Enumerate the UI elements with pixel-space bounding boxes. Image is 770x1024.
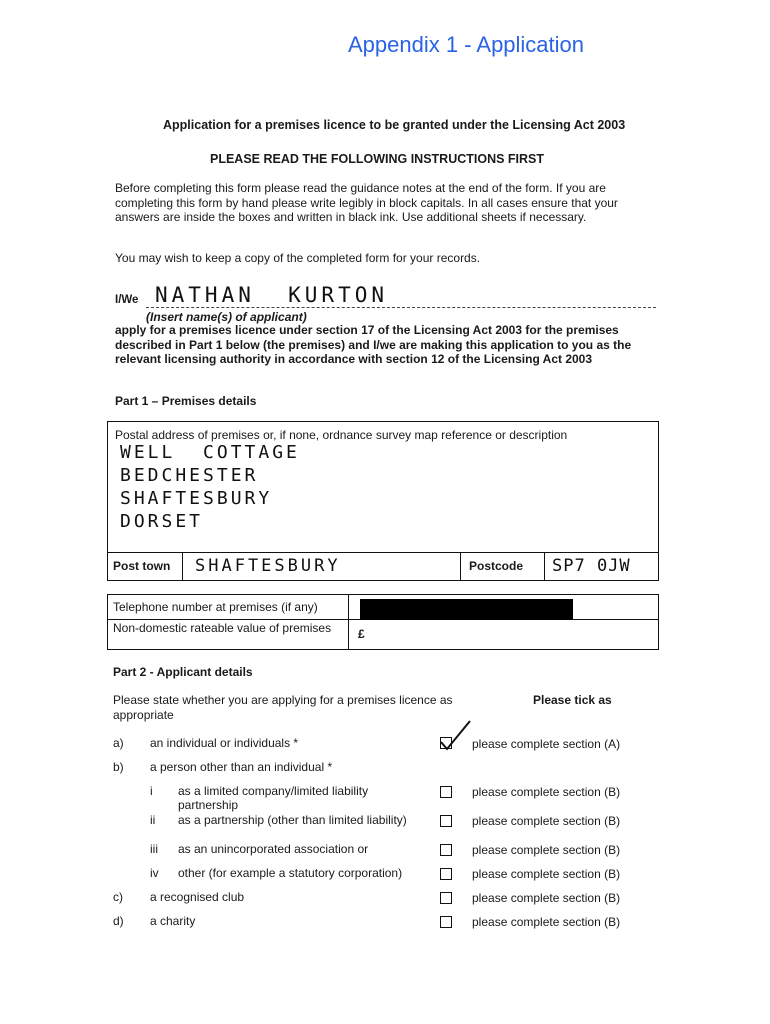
option-a-key: a) <box>113 736 124 750</box>
postcode-label: Postcode <box>469 559 524 573</box>
postcode-divider-2 <box>544 552 545 581</box>
option-d-label: a charity <box>150 914 196 928</box>
option-d-action: please complete section (B) <box>472 915 621 929</box>
option-bi-checkbox[interactable] <box>440 786 452 798</box>
address-label: Postal address of premises or, if none, ordnance survey map reference or description <box>115 428 568 442</box>
instructions-heading: PLEASE READ THE FOLLOWING INSTRUCTIONS FIRST <box>210 152 545 166</box>
option-biv-checkbox[interactable] <box>440 868 452 880</box>
option-b-key: b) <box>113 760 124 774</box>
option-bi-action: please complete section (B) <box>472 785 621 799</box>
part2-question-text: Please state whether you are applying for a premises licence as appropriate <box>113 693 453 722</box>
address-line-2: BEDCHESTER <box>120 465 259 486</box>
option-biii-checkbox[interactable] <box>440 844 452 856</box>
iwe-label: I/We <box>115 294 139 306</box>
address-line-1: WELL COTTAGE <box>120 442 300 463</box>
part2-title: Part 2 - Applicant details <box>113 665 253 679</box>
rateable-currency[interactable]: £ <box>358 627 365 641</box>
option-biv-action: please complete section (B) <box>472 867 621 881</box>
post-town-value[interactable]: SHAFTESBURY <box>195 556 341 576</box>
name-line <box>146 307 656 308</box>
option-bii-checkbox[interactable] <box>440 815 452 827</box>
post-town-label: Post town <box>113 559 171 573</box>
redacted-telephone <box>360 599 573 620</box>
tick-header: Please tick as <box>533 693 612 707</box>
option-biii-key: iii <box>150 842 158 856</box>
option-bii-action: please complete section (B) <box>472 814 621 828</box>
address-line-4: DORSET <box>120 511 204 532</box>
option-biii-action: please complete section (B) <box>472 843 621 857</box>
option-biii-label: as an unincorporated association or <box>178 842 369 856</box>
option-biv-label: other (for example a statutory corporation) <box>178 866 403 880</box>
rateable-label: Non-domestic rateable value of premises <box>113 621 332 635</box>
tick-mark-icon <box>437 718 473 752</box>
postcode-value[interactable]: SP7 0JW <box>552 556 631 576</box>
option-b-label: a person other than an individual * <box>150 760 333 774</box>
post-town-divider <box>182 552 183 581</box>
option-c-key: c) <box>113 890 123 904</box>
option-bi-label: as a limited company/limited liability partnership <box>178 784 369 812</box>
option-biv-key: iv <box>150 866 159 880</box>
contact-col-divider <box>348 594 349 650</box>
option-c-checkbox[interactable] <box>440 892 452 904</box>
main-heading: Application for a premises licence to be granted under the Licensing Act 2003 <box>163 118 626 132</box>
appendix-title: Appendix 1 - Application <box>347 32 585 57</box>
records-note: You may wish to keep a copy of the completed form for your records. <box>115 251 481 265</box>
address-lines <box>120 441 300 533</box>
instructions-text: Before completing this form please read the guidance notes at the end of the form. If you are completing this form by hand please write legibly in block capitals. In all cases ensure that your answers are inside the boxes and written in black ink. Use additional sheets if necessary. <box>115 181 618 224</box>
option-a-label: an individual or individuals * <box>150 736 299 750</box>
address-line-3: SHAFTESBURY <box>120 488 273 509</box>
option-d-key: d) <box>113 914 124 928</box>
applicant-name[interactable]: NATHAN KURTON <box>155 283 389 307</box>
address-row-divider <box>107 552 659 553</box>
insert-name-label: (Insert name(s) of applicant) <box>146 310 307 324</box>
telephone-label: Telephone number at premises (if any) <box>113 600 318 614</box>
option-bii-label: as a partnership (other than limited liability) <box>178 813 407 827</box>
option-c-action: please complete section (B) <box>472 891 621 905</box>
option-a-action: please complete section (A) <box>472 737 621 751</box>
postcode-divider-1 <box>460 552 461 581</box>
part1-title: Part 1 – Premises details <box>115 394 257 408</box>
option-bii-key: ii <box>150 813 156 827</box>
apply-statement: apply for a premises licence under section 17 of the Licensing Act 2003 for the premises described in Part 1 below (the premises) and I/we are making this application to you as the relevant licensing authority in accordance with section 12 of the Licensing Act 2003 <box>115 323 632 366</box>
option-c-label: a recognised club <box>150 890 245 904</box>
option-d-checkbox[interactable] <box>440 916 452 928</box>
option-bi-key: i <box>150 784 153 798</box>
